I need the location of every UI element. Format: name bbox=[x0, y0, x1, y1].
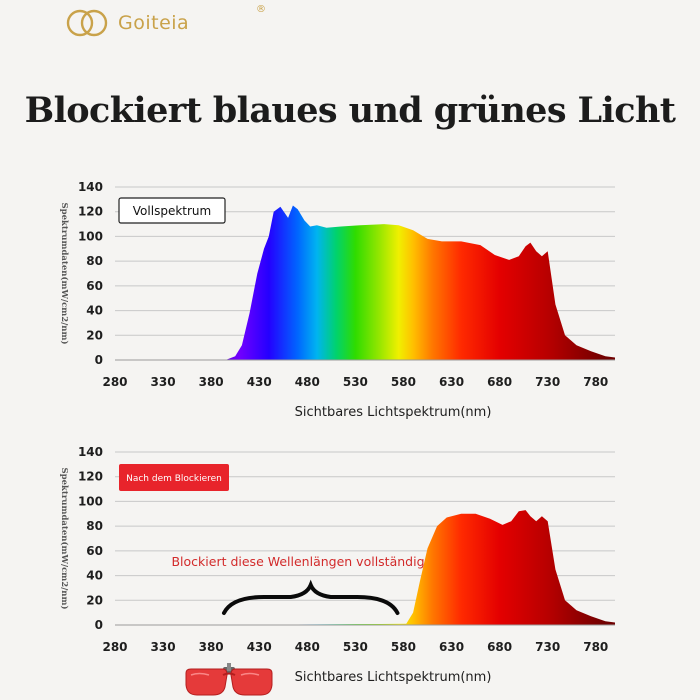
y-tick-label: 40 bbox=[86, 303, 103, 318]
y-tick-label: 80 bbox=[86, 254, 103, 269]
x-tick-label: 330 bbox=[150, 375, 176, 389]
x-tick-label: 380 bbox=[198, 375, 224, 389]
x-tick-label: 280 bbox=[102, 375, 128, 389]
goiteia-logo-icon bbox=[66, 6, 110, 40]
x-tick-label: 730 bbox=[535, 375, 561, 389]
brand-name: Goiteia bbox=[118, 12, 190, 34]
y-tick-label: 20 bbox=[86, 328, 103, 343]
y-tick-label: 120 bbox=[77, 469, 103, 484]
legend-label: Vollspektrum bbox=[132, 204, 212, 218]
x-tick-label: 530 bbox=[342, 375, 368, 389]
y-tick-label: 140 bbox=[77, 445, 103, 459]
x-tick-label: 330 bbox=[150, 640, 176, 654]
y-tick-label: 60 bbox=[86, 278, 103, 293]
x-tick-label: 630 bbox=[439, 375, 465, 389]
x-tick-label: 480 bbox=[294, 640, 320, 654]
x-tick-label: 680 bbox=[487, 640, 513, 654]
y-axis-label: Spektrumdaten(mW/cm2/nm) bbox=[59, 202, 69, 345]
x-axis-label: Sichtbares Lichtspektrum(nm) bbox=[294, 670, 492, 685]
x-tick-label: 480 bbox=[294, 375, 320, 389]
spectrum-area bbox=[115, 206, 615, 361]
y-tick-label: 120 bbox=[77, 204, 103, 219]
y-tick-label: 140 bbox=[77, 180, 103, 194]
x-tick-label: 630 bbox=[439, 640, 465, 654]
y-tick-label: 40 bbox=[86, 568, 103, 583]
y-axis-label: Spektrumdaten(mW/cm2/nm) bbox=[59, 467, 69, 610]
blocked-spectrum-chart bbox=[0, 435, 700, 700]
legend-label: Nach dem Blockieren bbox=[126, 474, 222, 484]
x-tick-label: 780 bbox=[583, 640, 609, 654]
x-tick-label: 430 bbox=[246, 640, 272, 654]
x-tick-label: 280 bbox=[102, 640, 128, 654]
x-tick-label: 680 bbox=[487, 375, 513, 389]
y-tick-label: 60 bbox=[86, 543, 103, 558]
x-tick-label: 780 bbox=[583, 375, 609, 389]
x-tick-label: 380 bbox=[198, 640, 224, 654]
y-tick-label: 100 bbox=[77, 229, 103, 244]
x-tick-label: 530 bbox=[342, 640, 368, 654]
y-tick-label: 0 bbox=[94, 353, 103, 367]
x-axis-label: Sichtbares Lichtspektrum(nm) bbox=[294, 405, 492, 420]
y-tick-label: 0 bbox=[94, 618, 103, 632]
headline: Blockiert blaues und grünes Licht bbox=[24, 90, 676, 131]
blocked-annotation: Blockiert diese Wellenlängen vollständig bbox=[171, 554, 425, 569]
y-tick-label: 80 bbox=[86, 519, 103, 534]
brand bbox=[66, 4, 266, 40]
registered-mark: ® bbox=[256, 4, 266, 15]
x-tick-label: 580 bbox=[390, 640, 416, 654]
x-tick-label: 430 bbox=[246, 375, 272, 389]
curly-brace bbox=[224, 585, 398, 613]
clip-on-red-glasses-icon bbox=[183, 663, 275, 699]
x-tick-label: 730 bbox=[535, 640, 561, 654]
y-tick-label: 100 bbox=[77, 494, 103, 509]
y-tick-label: 20 bbox=[86, 593, 103, 608]
full-spectrum-chart bbox=[0, 170, 700, 435]
x-tick-label: 580 bbox=[390, 375, 416, 389]
